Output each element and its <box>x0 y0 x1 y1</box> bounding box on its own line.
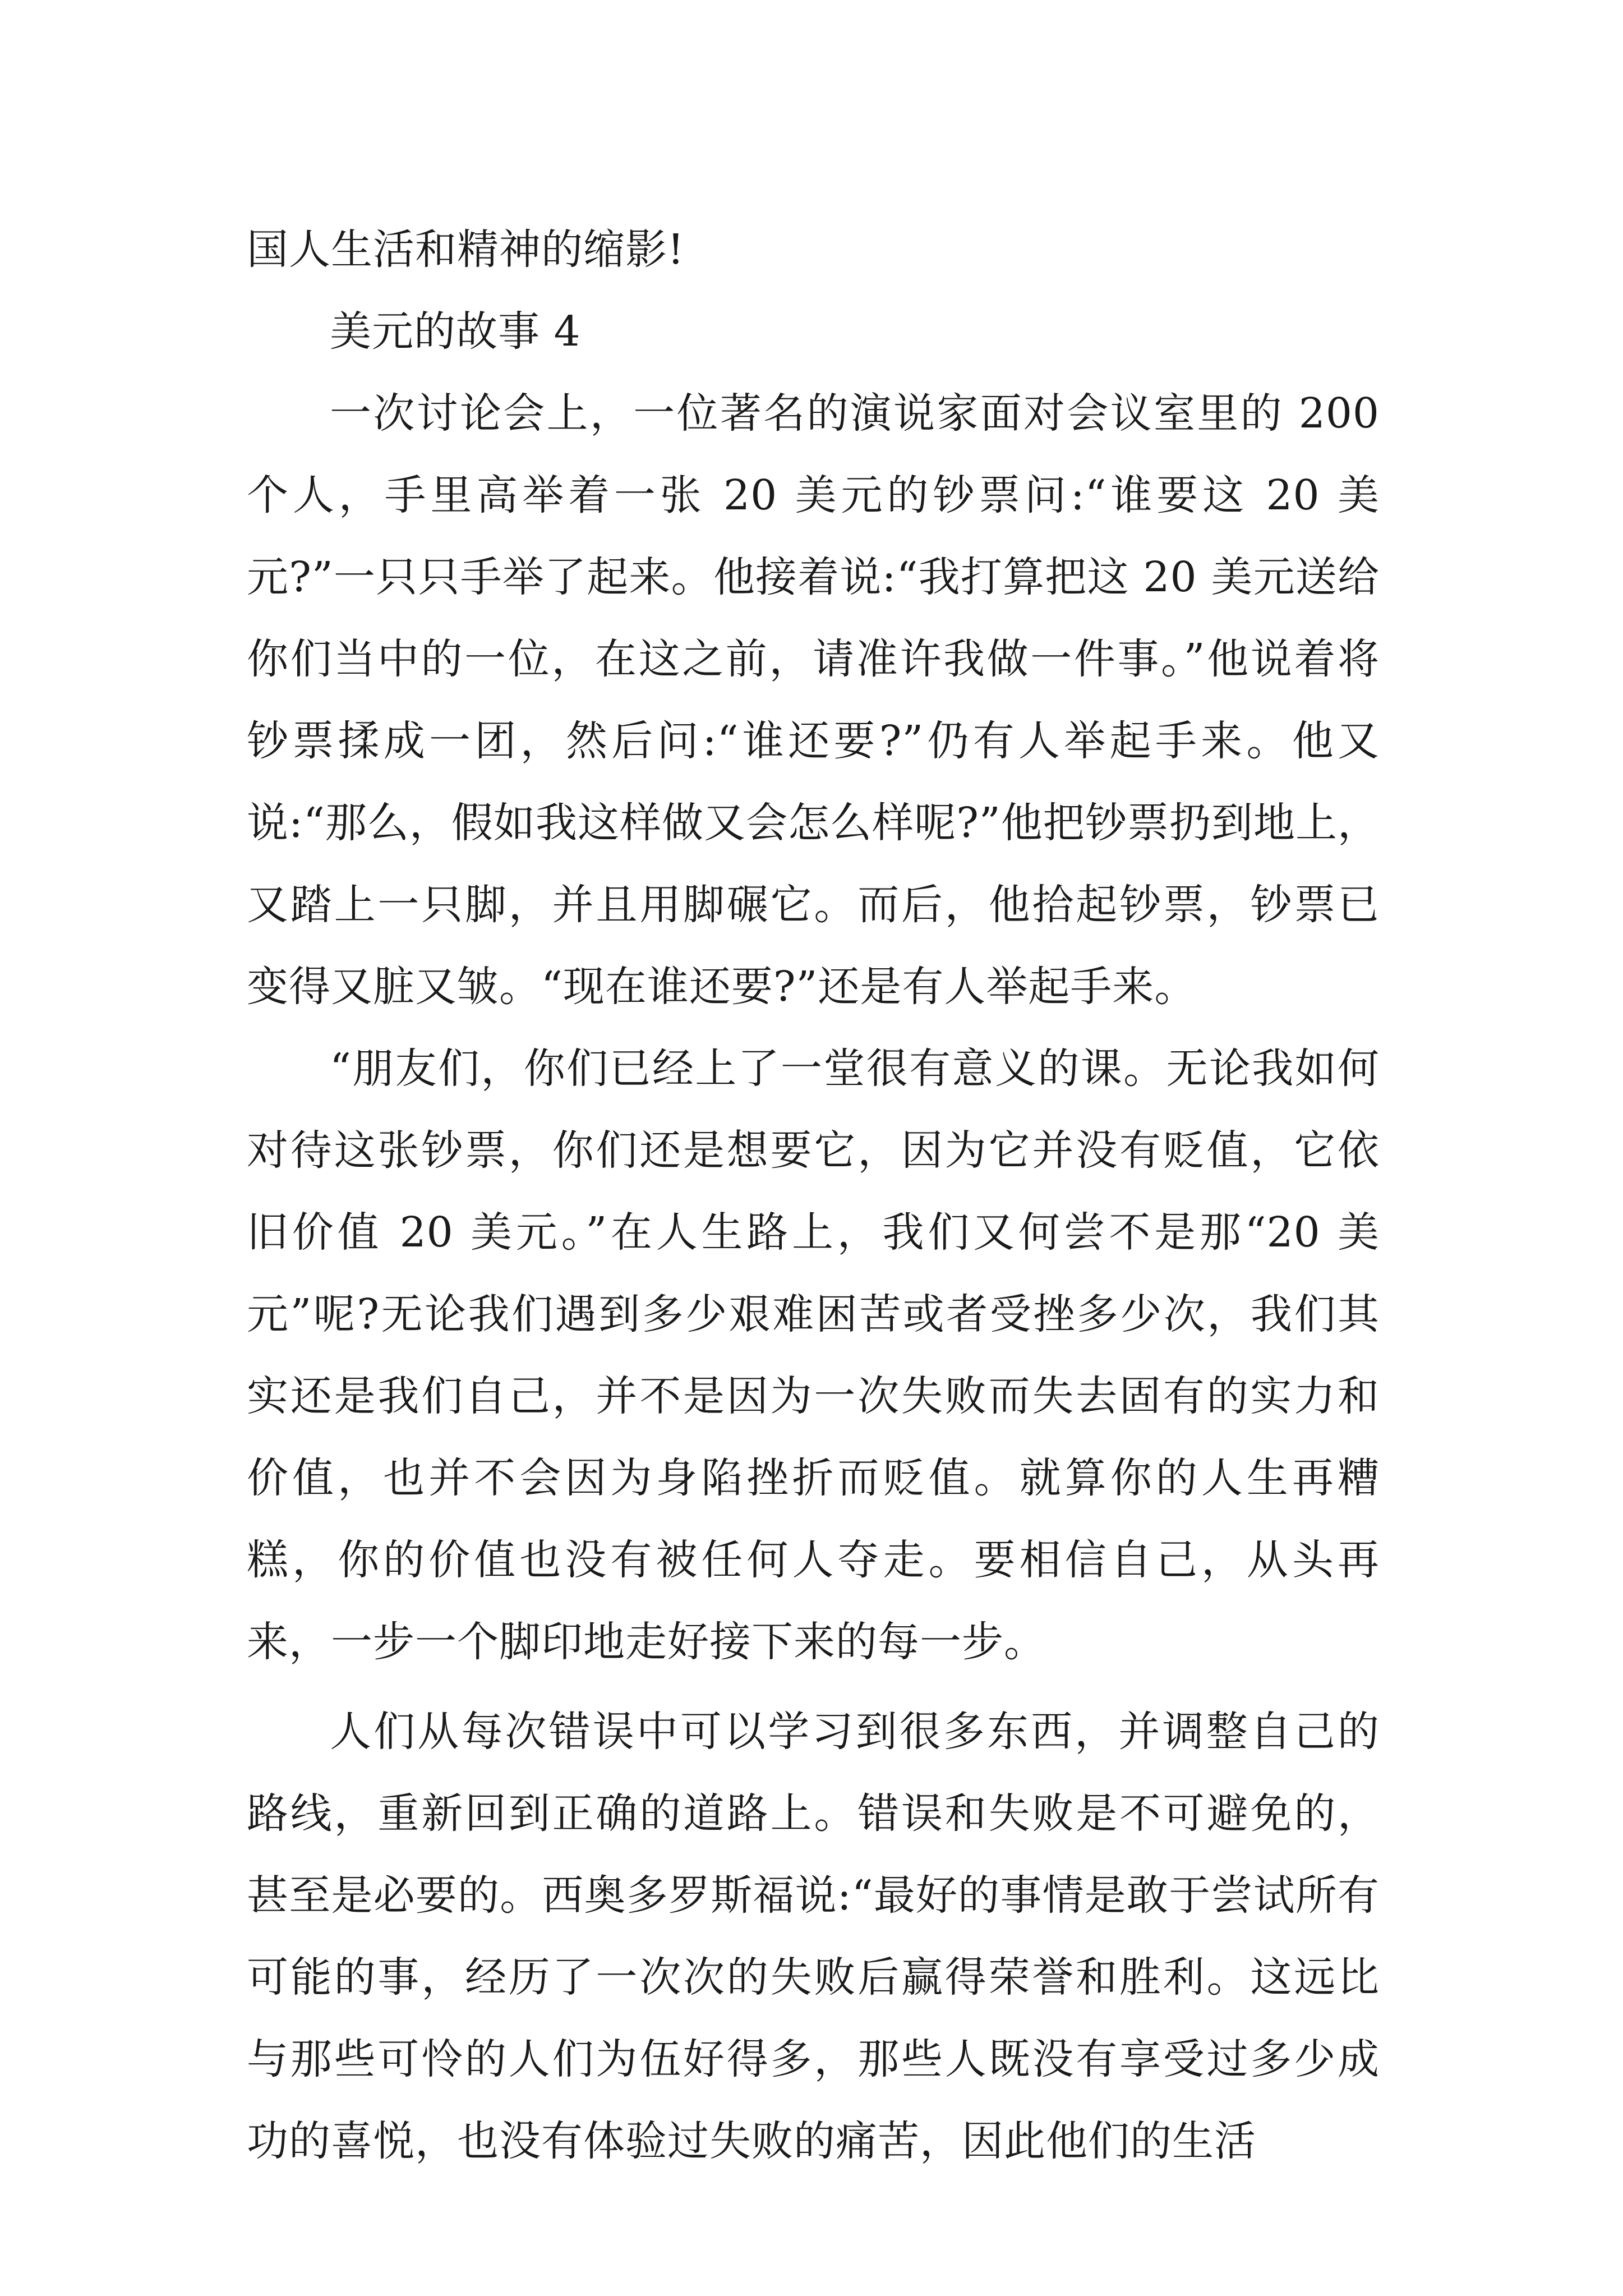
paragraph: 一次讨论会上，一位著名的演说家面对会议室里的 200 个人，手里高举着一张 20 美元的钞票问:“谁要这 20 美元?”一只只手举了起来。他接着说:“我打算把这 20 美元送给你们当中的一位，在这之前，请准许我做一件事。”他说着将钞票揉成一团，然后问:“谁还要?”仍有人举起手来。他又说:“那么，假如我这样做又会怎么样呢?”他把钞票扔到地上，又踏上一只脚，并且用脚碾它。而后，他拾起钞票，钞票已变得又脏又皱。“现在谁还要?”还是有人举起手来。 <box>247 389 1380 1011</box>
paragraph: 人们从每次错误中可以学习到很多东西，并调整自己的路线，重新回到正确的道路上。错误和失败是不可避免的，甚至是必要的。西奥多罗斯福说:“最好的事情是敢于尝试所有可能的事，经历了一次次的失败后赢得荣誉和胜利。这远比与那些可怜的人们为伍好得多，那些人既没有享受过多少成功的喜悦，也没有体验过失败的痛苦，因此他们的生活 <box>247 1708 1380 2165</box>
paragraph: “朋友们，你们已经上了一堂很有意义的课。无论我如何对待这张钞票，你们还是想要它，因为它并没有贬值，它依旧价值 20 美元。”在人生路上，我们又何尝不是那“20 美元”呢?无论我们遇到多少艰难困苦或者受挫多少次，我们其实还是我们自己，并不是因为一次失败而失去固有的实力和价值，也并不会因为身陷挫折而贬值。就算你的人生再糟糕，你的价值也没有被任何人夺走。要相信自己，从头再来，一步一个脚印地走好接下来的每一步。 <box>247 1045 1380 1666</box>
paragraph-continuation: 国人生活和精神的缩影! <box>247 226 685 274</box>
document-body <box>247 209 1380 2182</box>
section-heading: 美元的故事 4 <box>330 307 581 356</box>
